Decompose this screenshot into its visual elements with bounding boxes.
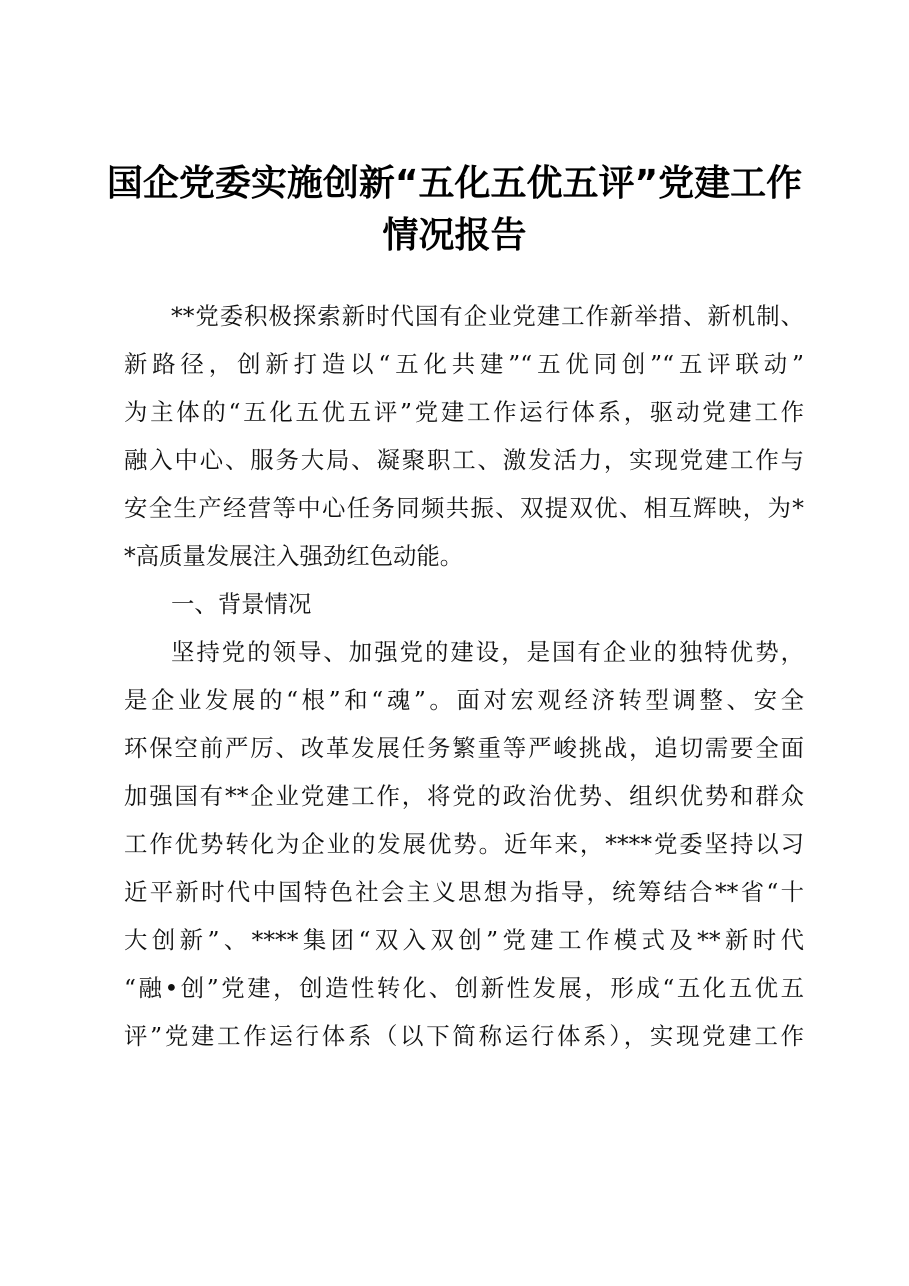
section-line: 是企业发展的“根”和“魂”。面对宏观经济转型调整、安全 (124, 686, 804, 714)
section-line: 环保空前严厉、改革发展任务繁重等严峻挑战，追切需要全面 (124, 734, 804, 762)
section-line: 大创新”、****集团“双入双创”党建工作模式及**新时代 (124, 926, 804, 954)
intro-line: 为主体的“五化五优五评”党建工作运行体系，驱动党建工作 (124, 398, 804, 426)
intro-line: **党委积极探索新时代国有企业党建工作新举措、新机制、 (171, 302, 804, 330)
intro-line: *高质量发展注入强劲红色动能。 (124, 542, 464, 570)
section-line: 加强国有**企业党建工作，将党的政治优势、组织优势和群众 (124, 782, 804, 810)
intro-line: 安全生产经营等中心任务同频共振、双提双优、相互辉映，为* (124, 494, 804, 522)
section-heading: 一、背景情况 (171, 590, 312, 618)
intro-line: 新路径，创新打造以“五化共建”“五优同创”“五评联动” (124, 350, 804, 378)
section-line: 评”党建工作运行体系（以下简称运行体系），实现党建工作 (124, 1022, 804, 1050)
section-line: 工作优势转化为企业的发展优势。近年来，****党委坚持以习 (124, 830, 804, 858)
intro-line: 融入中心、服务大局、凝聚职工、激发活力，实现党建工作与 (124, 446, 804, 474)
section-line: 坚持党的领导、加强党的建设，是国有企业的独特优势， (171, 638, 804, 666)
document-title-line-1: 国企党委实施创新“五化五优五评”党建工作 (106, 163, 803, 204)
document-title-line-2: 情况报告 (382, 215, 527, 256)
section-line: 近平新时代中国特色社会主义思想为指导，统筹结合**省“十 (124, 878, 804, 906)
section-line: “融•创”党建，创造性转化、创新性发展，形成“五化五优五 (124, 974, 804, 1002)
